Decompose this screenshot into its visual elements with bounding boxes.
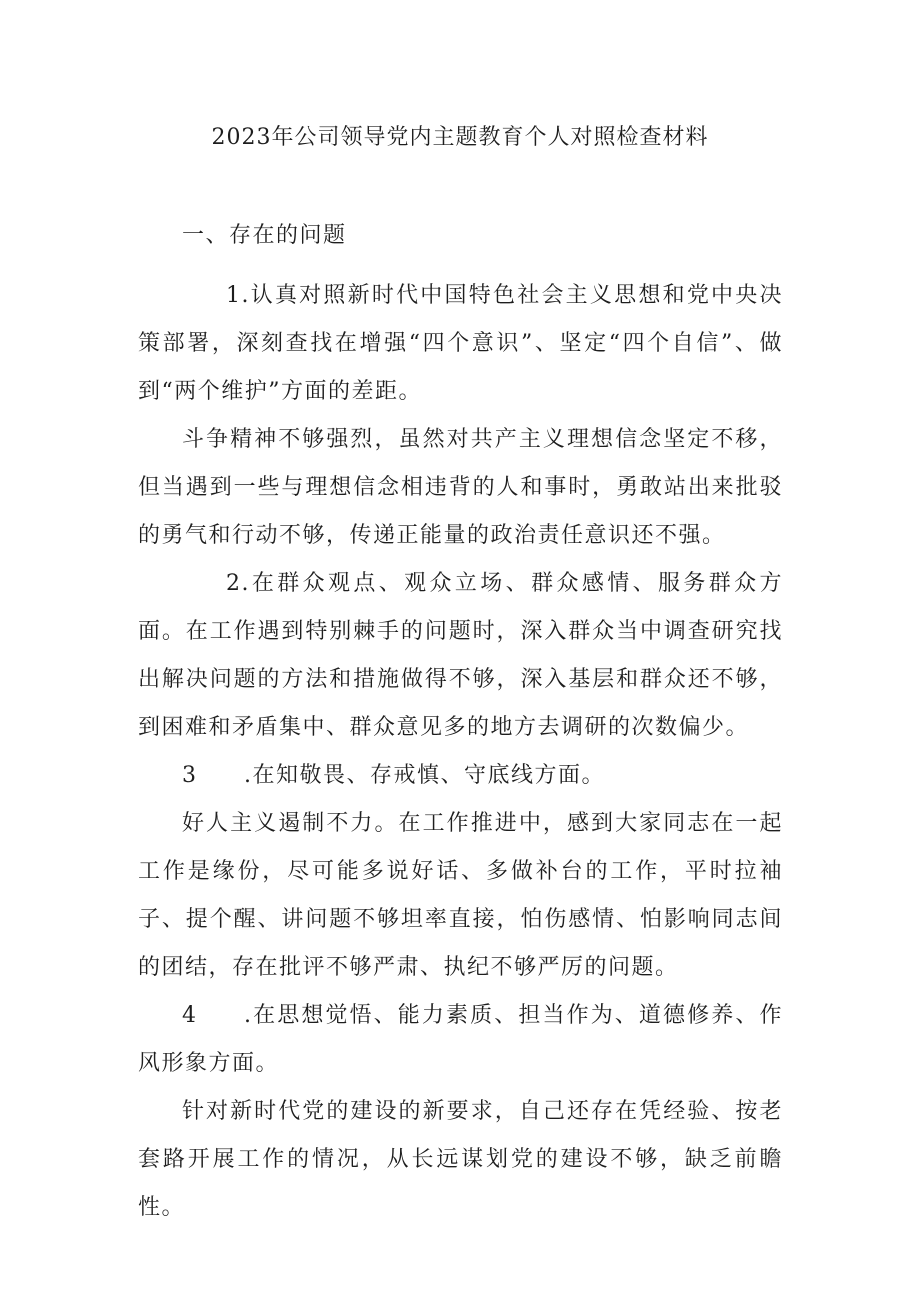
document-body (138, 212, 783, 1232)
paragraph-3-text: .在群众观点、观众立场、群众感情、服务群众方面。在工作遇到特别棘手的问题时，深入群众当中调查研究找出解决问题的方法和措施做得不够，深入基层和群众还不够，到困难和矛盾集中、群众意见多的地方去调研的次数偏少。 (138, 571, 783, 740)
paragraph-6-text: .在思想觉悟、能力素质、担当作为、道德修养、作风形象方面。 (138, 1003, 783, 1076)
paragraph-1-number: 1 (226, 283, 242, 308)
paragraph-7: 针对新时代党的建设的新要求，自己还存在凭经验、按老套路开展工作的情况，从长远谋划党的建设不够，缺乏前瞻性。 (138, 1099, 783, 1220)
section-heading: 一、存在的问题 (182, 223, 347, 248)
paragraph-1 (138, 272, 783, 416)
paragraph-6 (138, 992, 783, 1088)
paragraph-4-number: 3 (182, 763, 198, 788)
paragraph-5: 好人主义遏制不力。在工作推进中，感到大家同志在一起工作是缘份，尽可能多说好话、多做补台的工作，平时拉袖子、提个醒、讲问题不够坦率直接，怕伤感情、怕影响同志间的团结，存在批评不够严肃、执纪不够严厉的问题。 (138, 811, 783, 980)
paragraph-2: 斗争精神不够强烈，虽然对共产主义理想信念坚定不移，但当遇到一些与理想信念相违背的人和事时，勇敢站出来批驳的勇气和行动不够，传递正能量的政治责任意识还不强。 (138, 427, 783, 548)
paragraph-3-number: 2 (226, 571, 242, 596)
paragraph-4-text: .在知敬畏、存戒慎、守底线方面。 (244, 763, 605, 788)
document-title: 2023年公司领导党内主题教育个人对照检查材料 (211, 125, 709, 150)
paragraph-1-text: .认真对照新时代中国特色社会主义思想和党中央决策部署，深刻查找在增强“四个意识”、坚定“四个自信”、做到“两个维护”方面的差距。 (138, 283, 783, 404)
paragraph-4 (138, 752, 783, 800)
paragraph-6-number: 4 (182, 1003, 198, 1028)
paragraph-3 (138, 560, 783, 752)
